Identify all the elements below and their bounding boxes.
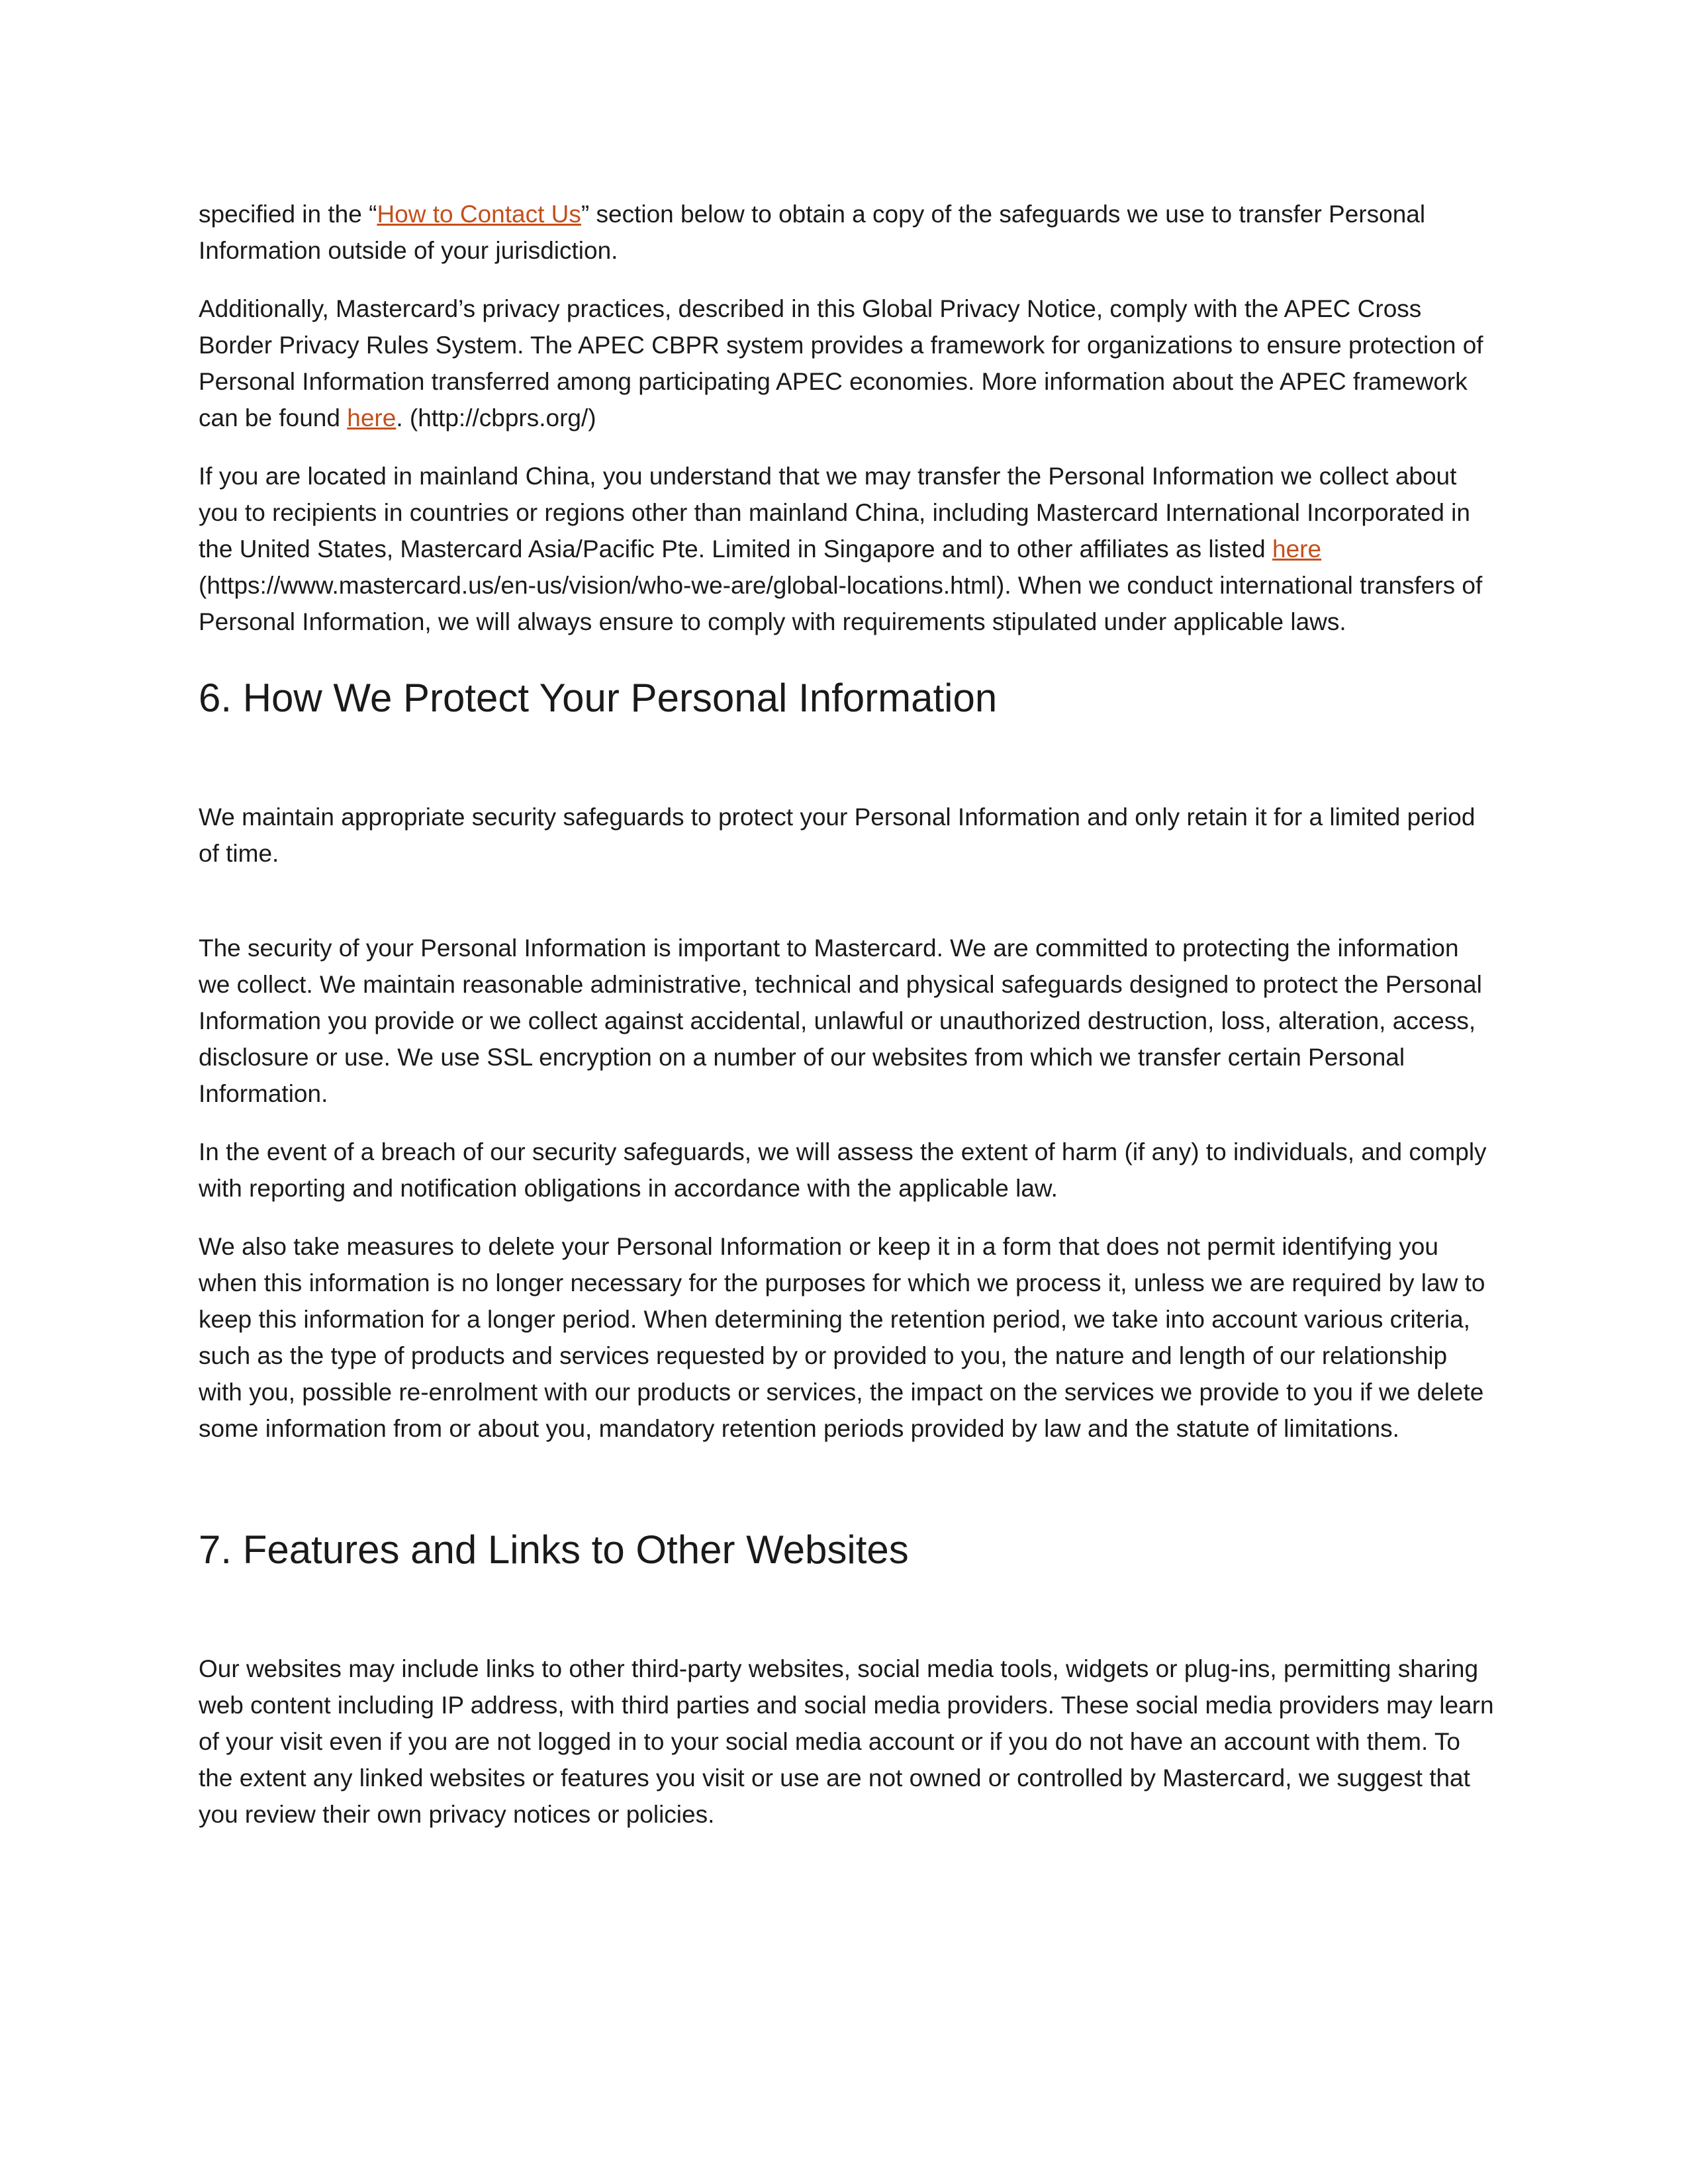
paragraph-contact-text-before: specified in the “ — [199, 201, 377, 228]
paragraph-retention: We also take measures to delete your Personal Information or keep it in a form that does not permit identifying you when this information is no longer necessary for the purposes for which we process it, unless we are required by law to keep this information for a longer period. When determining the retention period, we take into account various criteria, such as the type of products and services requested by or provided to you, the nature and length of our relationship with you, possible re-enrolment with our products or services, the impact on the services we provide to you if we delete some information from or about you, mandatory retention periods provided by law and the statute of limitations. — [199, 1233, 1485, 1442]
section-6-summary: We maintain appropriate security safeguards to protect your Personal Information and only retain it for a limited period of time. — [199, 803, 1476, 867]
apec-here-link[interactable]: here — [347, 404, 397, 432]
section-6-heading: 6. How We Protect Your Personal Information — [199, 676, 998, 720]
global-locations-here-link[interactable]: here — [1272, 535, 1322, 563]
paragraph-china-text-before: If you are located in mainland China, you understand that we may transfer the Personal Information we collect about you to recipients in countries or regions other than mainland China, including Mastercard International Incorporated in the United States, Mastercard Asia/Pacific Pte. Limited in Singapore and to other affiliates as listed — [199, 463, 1470, 563]
paragraph-third-party-links: Our websites may include links to other third-party websites, social media tools, widgets or plug-ins, permitting sharing web content including IP address, with third parties and social media providers. These social media providers may learn of your visit even if you are not logged in to your social media account or if you do not have an account with them. To the extent any linked websites or features you visit or use are not owned or controlled by Mastercard, we suggest that you review their own privacy notices or policies. — [199, 1655, 1494, 1828]
paragraph-apec-text-after: . (http://cbprs.org/) — [396, 404, 596, 432]
paragraph-china-text-after: (https://www.mastercard.us/en-us/vision/who-we-are/global-locations.html). When we conduct international transfers of Personal Information, we will always ensure to comply with requirements stipulated under applicable laws. — [199, 572, 1483, 635]
paragraph-security-importance: The security of your Personal Information is important to Mastercard. We are committed to protecting the information we collect. We maintain reasonable administrative, technical and physical safeguards designed to protect the Personal Information you provide or we collect against accidental, unlawful or unauthorized destruction, loss, alteration, access, disclosure or use. We use SSL encryption on a number of our websites from which we transfer certain Personal Information. — [199, 934, 1482, 1107]
paragraph-apec-text-before: Additionally, Mastercard’s privacy practices, described in this Global Privacy Notice, comply with the APEC Cross Border Privacy Rules System. The APEC CBPR system provides a framework for organizations to ensure protection of Personal Information transferred among participating APEC economies. More information about the APEC framework can be found — [199, 295, 1483, 432]
paragraph-contact-text-after: ” section below to obtain a copy of the safeguards we use to transfer Personal Information outside of your jurisdiction. — [199, 201, 1426, 264]
paragraph-mainland-china — [199, 458, 1496, 640]
section-7-heading: 7. Features and Links to Other Websites — [199, 1527, 909, 1572]
paragraph-apec-cbpr — [199, 291, 1496, 436]
paragraph-breach: In the event of a breach of our security safeguards, we will assess the extent of harm (if any) to individuals, and comply with reporting and notification obligations in accordance with the applicable law. — [199, 1138, 1487, 1202]
paragraph-contact-safeguards — [199, 196, 1496, 269]
how-to-contact-us-link[interactable]: How to Contact Us — [377, 201, 581, 228]
document-page — [199, 196, 1496, 1833]
